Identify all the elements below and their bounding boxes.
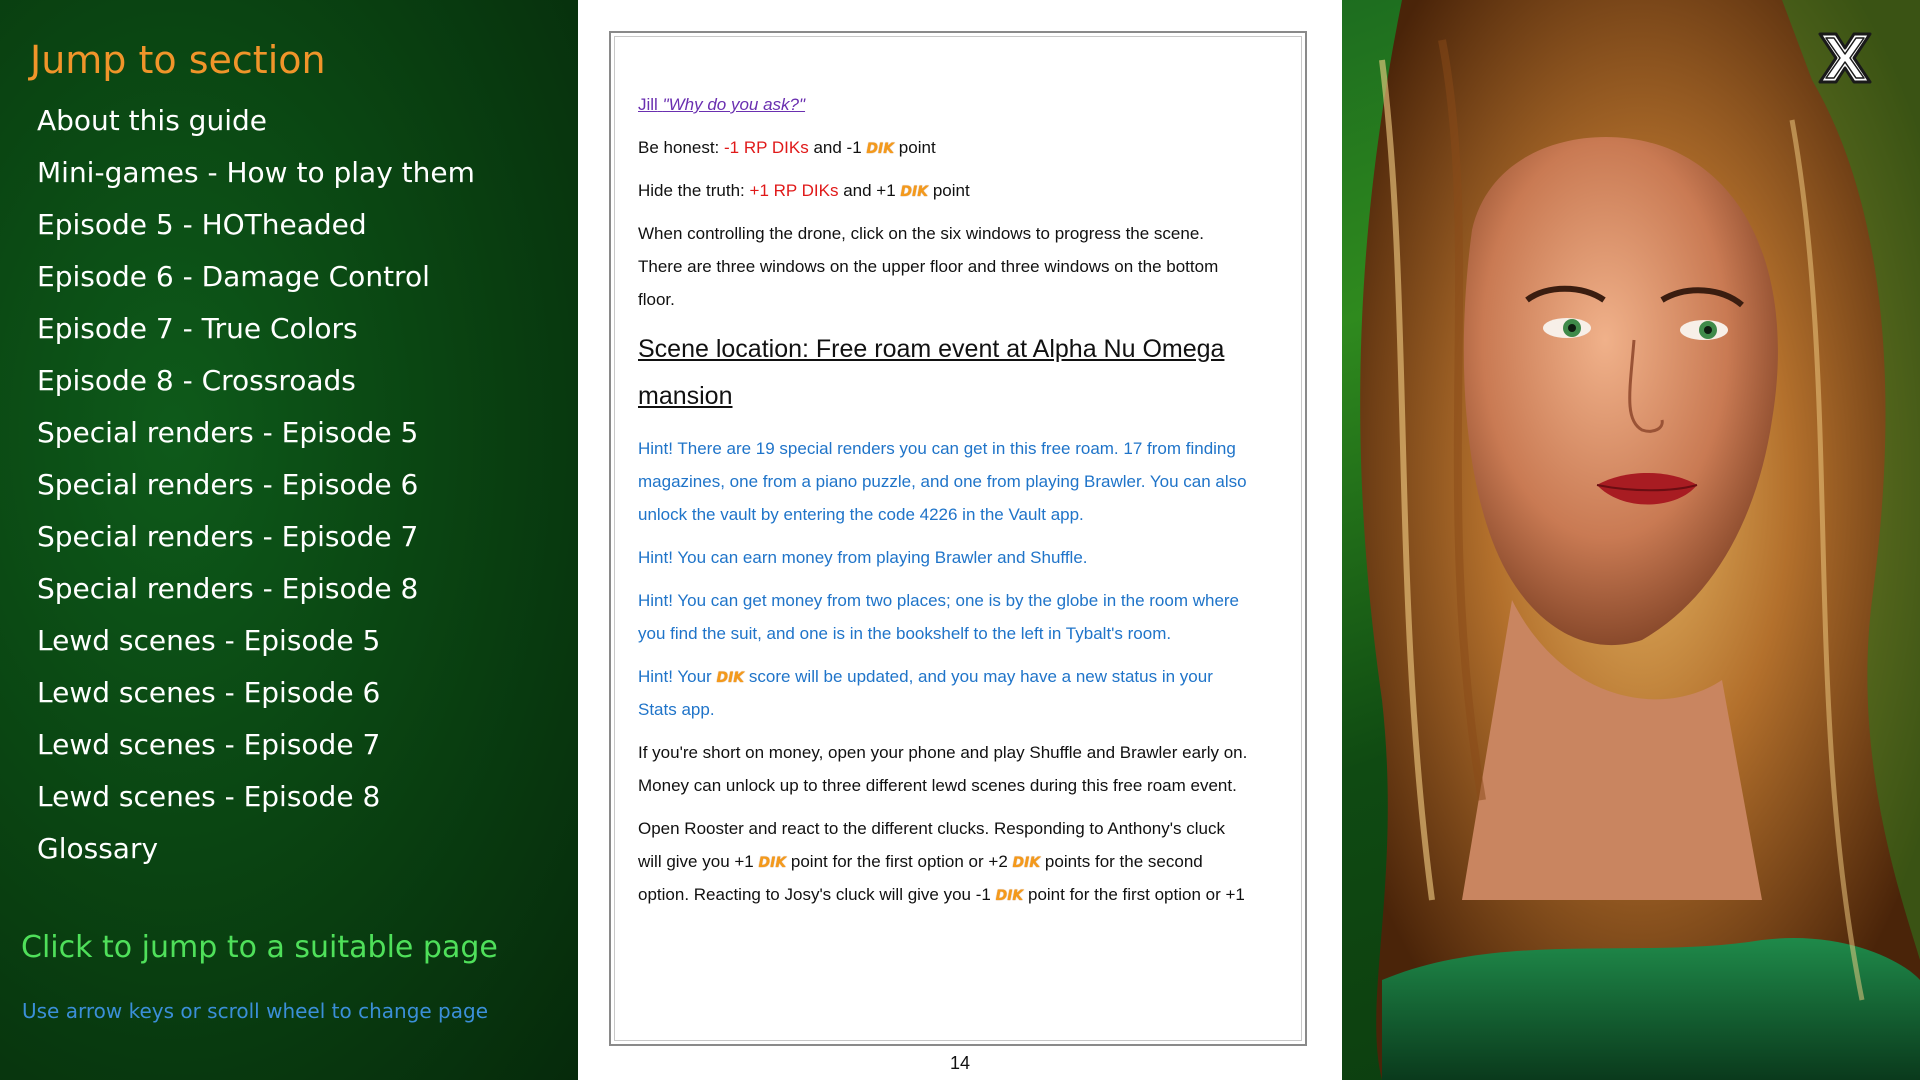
- hint-earn-money: Hint! You can earn money from playing Brawler and Shuffle.: [638, 548, 1088, 567]
- section-link-about[interactable]: About this guide: [37, 104, 267, 137]
- section-link-episode-6[interactable]: Episode 6 - Damage Control: [37, 260, 430, 293]
- section-link-lewd-scenes-8[interactable]: Lewd scenes - Episode 8: [37, 780, 381, 813]
- section-link-special-renders-7[interactable]: Special renders - Episode 7: [37, 520, 419, 553]
- page-number: 14: [949, 1053, 971, 1073]
- guide-page-viewer[interactable]: [578, 0, 1342, 1080]
- character-portrait: [1342, 0, 1920, 1080]
- choice-suffix: point: [928, 181, 970, 200]
- dik-logo-icon: DIK: [716, 670, 745, 686]
- choice-suffix: point: [894, 138, 936, 157]
- section-link-lewd-scenes-5[interactable]: Lewd scenes - Episode 5: [37, 624, 381, 657]
- portrait-illustration: [1342, 0, 1920, 1080]
- hint-special-renders: Hint! There are 19 special renders you can get in this free roam. 17 from finding magazines, one from a piano puzzle, and one from playing Brawler. You can also unlock the vault by entering the code 4226 in the Vault app.: [638, 439, 1247, 524]
- dik-logo-icon: DIK: [995, 888, 1024, 904]
- rooster-text-2: point for the first option or +2: [786, 852, 1013, 871]
- choice-hide-truth: [638, 174, 1248, 207]
- rooster-text-1: Open Rooster and react to the different clucks. Responding to Anthony's cluck will give you +1: [638, 819, 1225, 871]
- dik-logo-icon: DIK: [866, 141, 895, 157]
- choice-label: Hide the truth:: [638, 181, 750, 200]
- panel-title: Jump to section: [30, 38, 326, 82]
- section-list: [37, 95, 475, 875]
- section-link-special-renders-8[interactable]: Special renders - Episode 8: [37, 572, 419, 605]
- choice-mid: and +1: [838, 181, 901, 200]
- section-link-lewd-scenes-6[interactable]: Lewd scenes - Episode 6: [37, 676, 381, 709]
- hint-dik-score: [638, 660, 1248, 726]
- scene-location-heading: Scene location: Free roam event at Alpha Nu Omega mansion: [638, 335, 1225, 410]
- page-content: [638, 88, 1248, 921]
- speaker-name: Jill: [638, 95, 658, 114]
- close-x-icon: [1814, 28, 1876, 88]
- section-link-special-renders-6[interactable]: Special renders - Episode 6: [37, 468, 419, 501]
- dik-logo-icon: DIK: [758, 855, 787, 871]
- rooster-text-4: point for the first option or +1: [1023, 885, 1245, 904]
- jump-hint-text: Click to jump to a suitable page: [21, 930, 498, 965]
- rooster-text-3: points for the second option. Reacting to Josy's cluck will give you -1: [638, 852, 1203, 904]
- section-link-lewd-scenes-7[interactable]: Lewd scenes - Episode 7: [37, 728, 381, 761]
- rp-diks-change: -1 RP DIKs: [724, 138, 809, 157]
- jill-dialogue-line[interactable]: [638, 88, 1248, 121]
- rp-diks-change: +1 RP DIKs: [749, 181, 839, 200]
- drone-instructions: When controlling the drone, click on the six windows to progress the scene. There are three windows on the upper floor and three windows on the bottom floor.: [638, 224, 1219, 309]
- hint-prefix: Hint! Your: [638, 667, 717, 686]
- choice-be-honest: [638, 131, 1248, 164]
- section-link-special-renders-5[interactable]: Special renders - Episode 5: [37, 416, 419, 449]
- hint-money-locations: Hint! You can get money from two places; one is by the globe in the room where you find the suit, and one is in the bookshelf to the left in Tybalt's room.: [638, 591, 1240, 643]
- section-link-episode-5[interactable]: Episode 5 - HOTheaded: [37, 208, 367, 241]
- navigation-hint-text: Use arrow keys or scroll wheel to change page: [22, 999, 488, 1023]
- dialogue-quote: "Why do you ask?": [662, 95, 806, 114]
- section-link-glossary[interactable]: Glossary: [37, 832, 159, 865]
- jump-to-section-panel: [0, 0, 578, 1080]
- choice-label: Be honest:: [638, 138, 725, 157]
- close-button[interactable]: [1814, 28, 1876, 88]
- section-link-episode-7[interactable]: Episode 7 - True Colors: [37, 312, 358, 345]
- choice-mid: and -1: [808, 138, 867, 157]
- hint-suffix: score will be updated, and you may have a new status in your Stats app.: [638, 667, 1213, 719]
- money-advice: If you're short on money, open your phone and play Shuffle and Brawler early on. Money can unlock up to three different lewd scenes during this free roam event.: [638, 743, 1248, 795]
- section-link-minigames[interactable]: Mini-games - How to play them: [37, 156, 475, 189]
- section-link-episode-8[interactable]: Episode 8 - Crossroads: [37, 364, 356, 397]
- dik-logo-icon: DIK: [900, 184, 929, 200]
- rooster-instructions: [638, 812, 1248, 911]
- dik-logo-icon: DIK: [1012, 855, 1041, 871]
